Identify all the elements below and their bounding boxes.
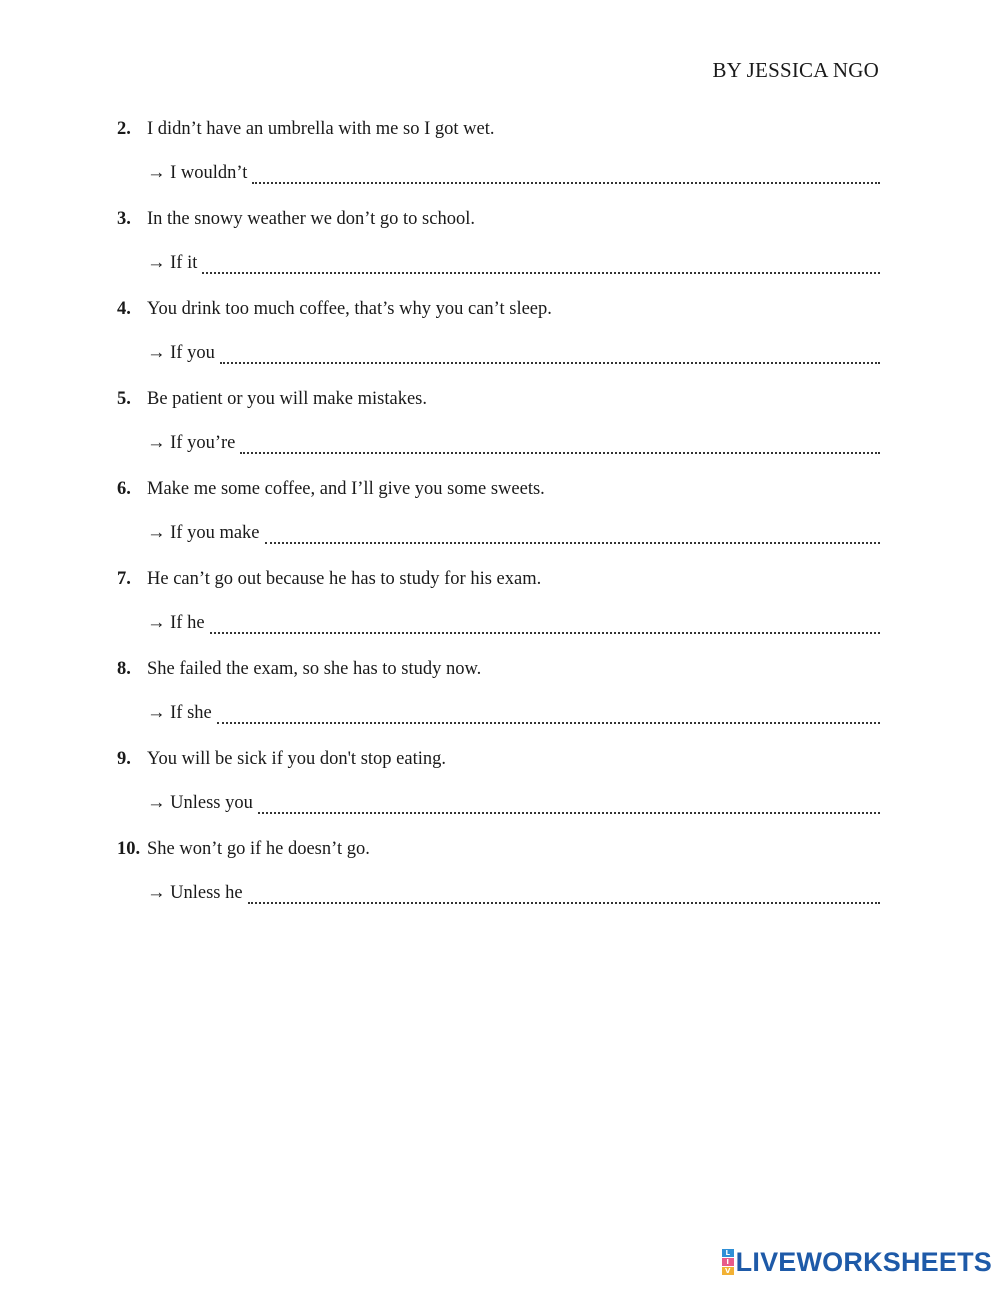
question-number: 2. bbox=[117, 119, 131, 139]
exercise-item bbox=[117, 388, 880, 478]
answer-row bbox=[147, 882, 880, 906]
answer-prompt: → If it bbox=[147, 253, 198, 273]
answer-row bbox=[147, 702, 880, 726]
exercise-item bbox=[117, 118, 880, 208]
answer-input[interactable] bbox=[258, 796, 880, 814]
question-sentence bbox=[117, 388, 427, 410]
answer-row bbox=[147, 252, 880, 276]
question-sentence bbox=[117, 208, 475, 230]
answer-input[interactable] bbox=[217, 706, 880, 724]
question-sentence bbox=[117, 748, 446, 770]
exercise-item bbox=[117, 298, 880, 388]
question-number: 9. bbox=[117, 749, 131, 769]
answer-prompt: → I wouldn’t bbox=[147, 163, 248, 183]
exercise-item bbox=[117, 748, 880, 838]
question-number: 10. bbox=[117, 839, 141, 859]
question-number: 6. bbox=[117, 479, 131, 499]
exercise-item bbox=[117, 838, 880, 928]
answer-row bbox=[147, 612, 880, 636]
answer-input[interactable] bbox=[202, 256, 880, 274]
answer-prompt: → Unless you bbox=[147, 793, 253, 813]
exercise-item bbox=[117, 658, 880, 748]
answer-input[interactable] bbox=[220, 346, 880, 364]
question-number: 3. bbox=[117, 209, 131, 229]
answer-row bbox=[147, 792, 880, 816]
question-text: Make me some coffee, and I’ll give you some sweets. bbox=[147, 479, 545, 499]
answer-prompt: → If you bbox=[147, 343, 215, 363]
question-sentence bbox=[117, 118, 494, 140]
question-text: He can’t go out because he has to study for his exam. bbox=[147, 569, 542, 589]
answer-prompt: → If you make bbox=[147, 523, 260, 543]
question-number: 5. bbox=[117, 389, 131, 409]
exercise-item bbox=[117, 568, 880, 658]
question-sentence bbox=[117, 568, 541, 590]
logo-mark-icon: L I V bbox=[722, 1249, 734, 1275]
exercise-item bbox=[117, 478, 880, 568]
question-sentence bbox=[117, 478, 545, 500]
question-text: Be patient or you will make mistakes. bbox=[147, 389, 428, 409]
question-text: You will be sick if you don't stop eating. bbox=[147, 749, 446, 769]
question-number: 7. bbox=[117, 569, 131, 589]
question-text: In the snowy weather we don’t go to school. bbox=[147, 209, 475, 229]
answer-prompt: → If she bbox=[147, 703, 212, 723]
answer-input[interactable] bbox=[248, 886, 880, 904]
answer-input[interactable] bbox=[265, 526, 880, 544]
answer-input[interactable] bbox=[252, 166, 880, 184]
answer-row bbox=[147, 432, 880, 456]
question-sentence bbox=[117, 298, 552, 320]
answer-row bbox=[147, 522, 880, 546]
answer-input[interactable] bbox=[240, 436, 880, 454]
question-number: 4. bbox=[117, 299, 131, 319]
answer-input[interactable] bbox=[210, 616, 880, 634]
question-text: You drink too much coffee, that’s why you can’t sleep. bbox=[147, 299, 552, 319]
question-sentence bbox=[117, 838, 370, 860]
question-text: She won’t go if he doesn’t go. bbox=[147, 839, 370, 859]
liveworksheets-logo[interactable] bbox=[722, 1247, 992, 1277]
exercise-item bbox=[117, 208, 880, 298]
question-text: I didn’t have an umbrella with me so I got wet. bbox=[147, 119, 495, 139]
answer-prompt: → If he bbox=[147, 613, 205, 633]
question-sentence bbox=[117, 658, 481, 680]
question-number: 8. bbox=[117, 659, 131, 679]
answer-row bbox=[147, 162, 880, 186]
question-text: She failed the exam, so she has to study now. bbox=[147, 659, 482, 679]
answer-prompt: → If you’re bbox=[147, 433, 236, 453]
answer-prompt: → Unless he bbox=[147, 883, 243, 903]
author-header: BY JESSICA NGO bbox=[712, 58, 879, 82]
logo-text: LIVEWORKSHEETS bbox=[735, 1247, 992, 1277]
answer-row bbox=[147, 342, 880, 366]
